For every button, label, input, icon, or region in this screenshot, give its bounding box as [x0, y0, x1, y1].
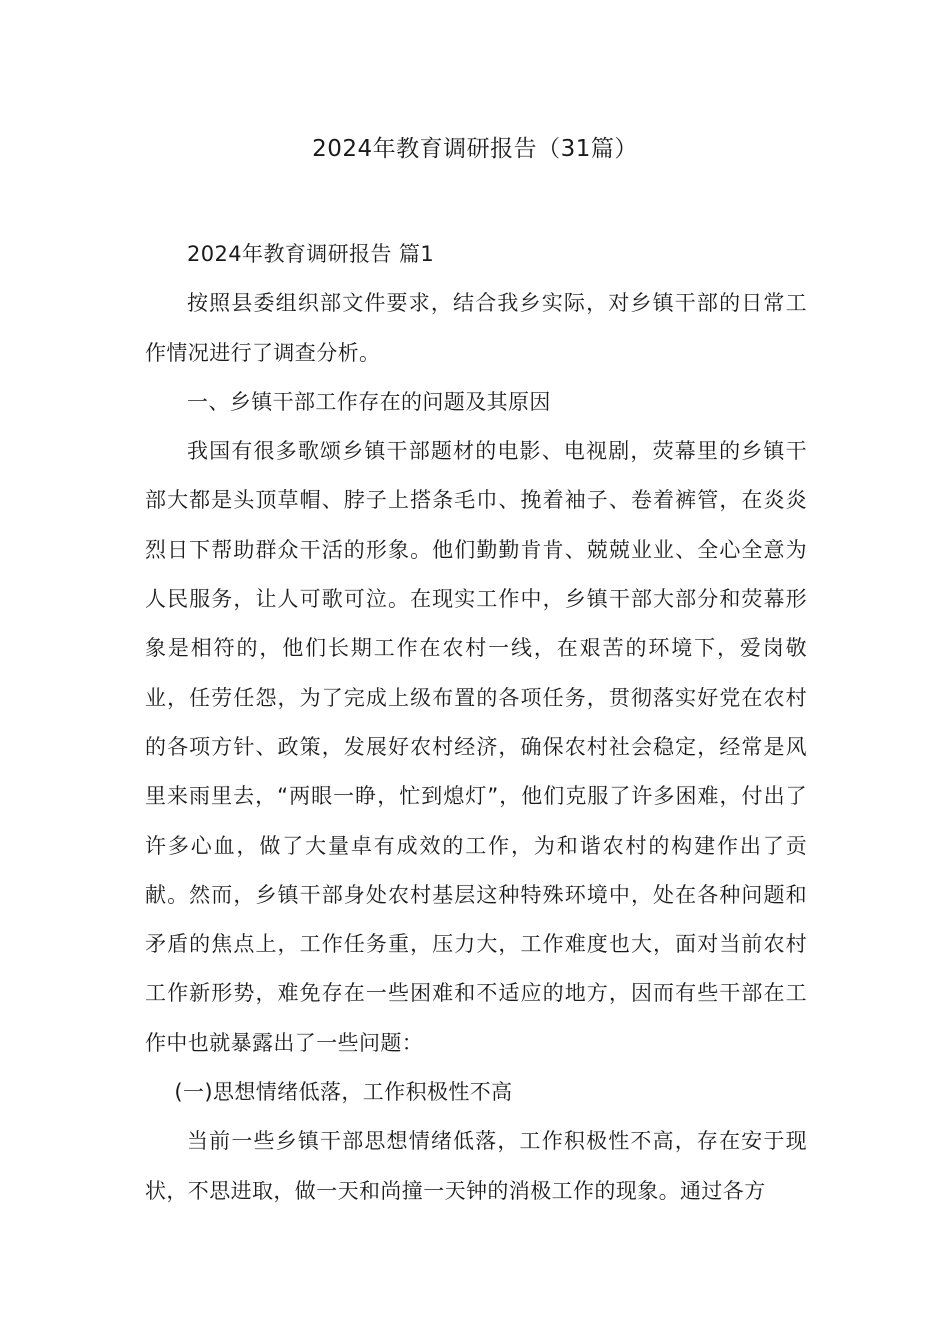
- heading-problems: 一、乡镇干部工作存在的问题及其原因: [187, 389, 551, 414]
- paragraph-body: 我国有很多歌颂乡镇干部题材的电影、电视剧，荧幕里的乡镇干部大都是头顶草帽、脖子上搭条毛巾、挽着袖子、卷着裤管，在炎炎烈日下帮助群众干活的形象。他们勤勤肯肯、兢兢业业、全心全意为人民服务，让人可歌可泣。在现实工作中，乡镇干部大部分和荧幕形象是相符的，他们长期工作在农村一线，在艰苦的环境下，爱岗敬业，任劳任怨，为了完成上级布置的各项任务，贯彻落实好党在农村的各项方针、政策，发展好农村经济，确保农村社会稳定，经常是风里来雨里去，“两眼一睁，忙到熄灯”，他们克服了许多困难，付出了许多心血，做了大量卓有成效的工作，为和谐农村的构建作出了贡献。然而，乡镇干部身处农村基层这种特殊环境中，处在各种问题和矛盾的焦点上，工作任务重，压力大，工作难度也大，面对当前农村工作新形势，难免存在一些困难和不适应的地方，因而有些干部在工作中也就暴露出了一些问题：: [145, 439, 807, 1055]
- paragraph-intro: 按照县委组织部文件要求，结合我乡实际，对乡镇干部的日常工作情况进行了调查分析。: [145, 291, 807, 365]
- section-heading: 2024年教育调研报告 篇1: [187, 242, 435, 266]
- subheading-morale: (一)思想情绪低落，工作积极性不高: [174, 1080, 513, 1105]
- document-title: 2024年教育调研报告（31篇）: [312, 136, 638, 162]
- paragraph-morale: 当前一些乡镇干部思想情绪低落，工作积极性不高，存在安于现状，不思进取，做一天和尚撞一天钟的消极工作的现象。通过各方: [145, 1129, 807, 1203]
- document-body: [145, 230, 807, 1216]
